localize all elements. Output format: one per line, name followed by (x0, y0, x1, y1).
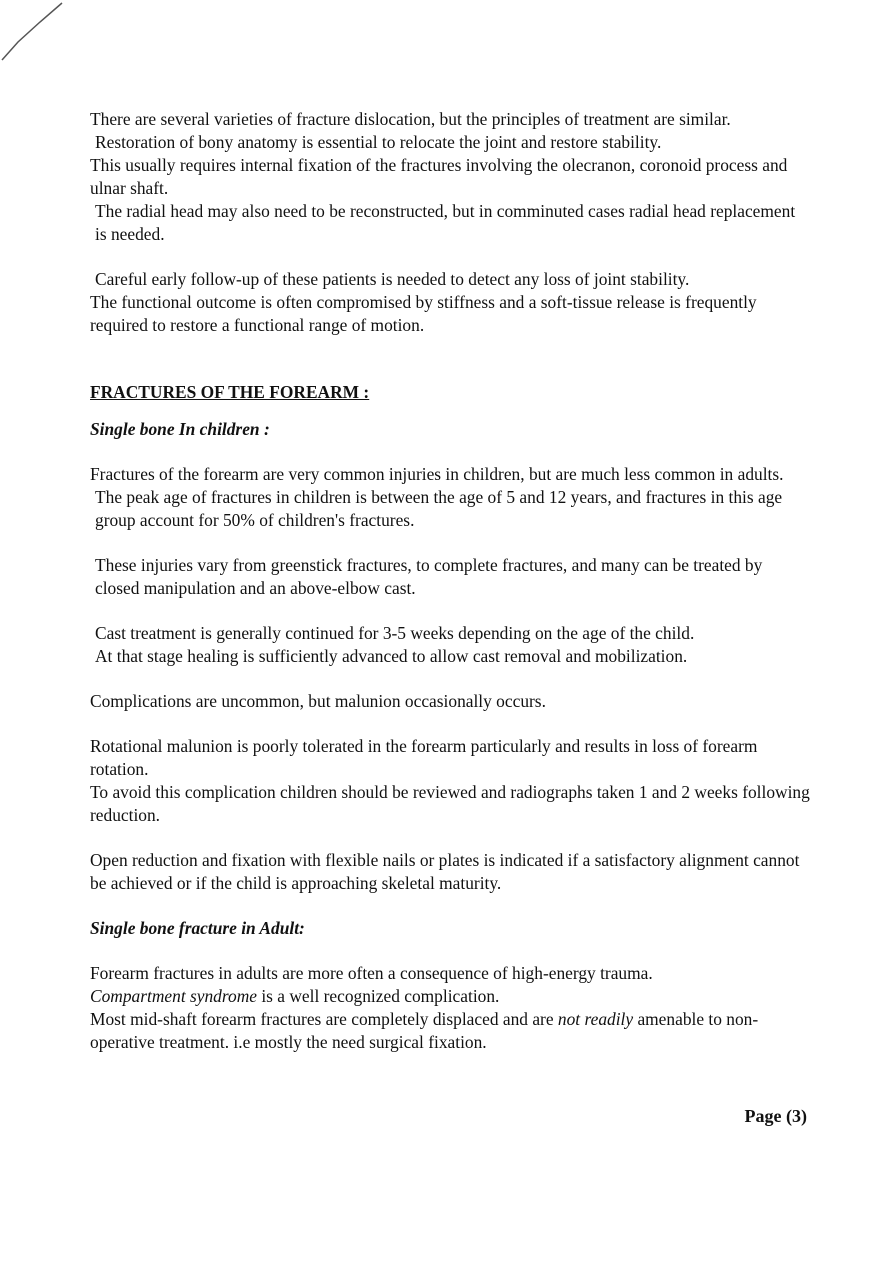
subsection-heading: Single bone In children : (90, 419, 270, 439)
document-body (90, 108, 810, 1054)
section-heading: FRACTURES OF THE FOREARM : (90, 382, 370, 402)
paragraph: These injuries vary from greenstick fractures, to complete fractures, and many can be treated by closed manipulation and an above-elbow cast. (95, 555, 763, 598)
paragraph: Fractures of the forearm are very common injuries in children, but are much less common in adults. (90, 464, 784, 484)
paragraph: Cast treatment is generally continued for 3-5 weeks depending on the age of the child. (95, 623, 695, 643)
paragraph: The functional outcome is often compromised by stiffness and a soft-tissue release is frequently required to restore a functional range of motion. (90, 292, 757, 335)
paragraph (90, 985, 810, 1008)
paragraph: There are several varieties of fracture dislocation, but the principles of treatment are similar. (90, 109, 731, 129)
page-number: Page (3) (744, 1106, 807, 1126)
emphasis: not readily (557, 1009, 634, 1029)
paragraph: To avoid this complication children should be reviewed and radiographs taken 1 and 2 weeks following reduction. (90, 782, 810, 825)
text: is a well recognized complication. (256, 986, 500, 1006)
paragraph: Restoration of bony anatomy is essential to relocate the joint and restore stability. (95, 132, 662, 152)
paragraph (90, 1008, 810, 1054)
paragraph: Careful early follow-up of these patients is needed to detect any loss of joint stability. (95, 269, 690, 289)
text: Most mid-shaft forearm fractures are completely displaced and are (90, 1009, 558, 1029)
text: amenable to non-operative treatment. i.e mostly the need surgical fixation. (90, 1009, 759, 1052)
emphasis: Compartment syndrome (90, 986, 257, 1006)
paragraph: The radial head may also need to be reconstructed, but in comminuted cases radial head replacement is needed. (95, 201, 796, 244)
paragraph: The peak age of fractures in children is between the age of 5 and 12 years, and fractures in this age group account for 50% of children's fractures. (95, 487, 783, 530)
pen-mark (0, 0, 70, 70)
subsection-heading: Single bone fracture in Adult: (90, 918, 305, 938)
paragraph: Open reduction and fixation with flexible nails or plates is indicated if a satisfactory alignment cannot be achieved or if the child is approaching skeletal maturity. (90, 850, 800, 893)
paragraph: This usually requires internal fixation of the fractures involving the olecranon, coronoid process and ulnar shaft. (90, 155, 788, 198)
paragraph: Complications are uncommon, but malunion occasionally occurs. (90, 691, 546, 711)
paragraph: Rotational malunion is poorly tolerated in the forearm particularly and results in loss of forearm rotation. (90, 736, 758, 779)
paragraph: Forearm fractures in adults are more often a consequence of high-energy trauma. (90, 963, 653, 983)
paragraph: At that stage healing is sufficiently advanced to allow cast removal and mobilization. (95, 646, 688, 666)
